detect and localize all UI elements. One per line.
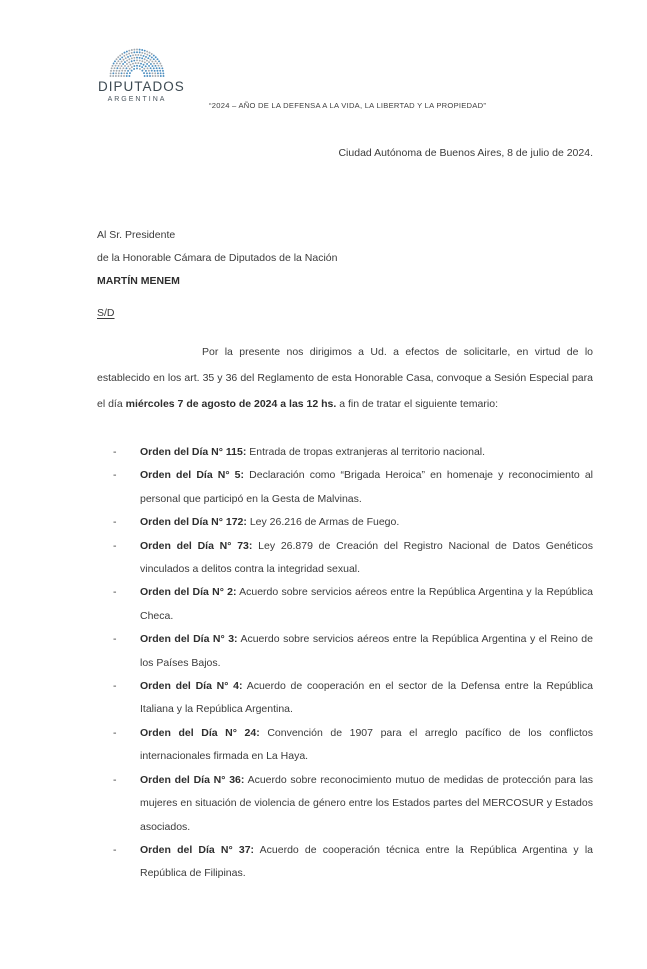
diputados-logo <box>98 47 185 103</box>
agenda-item-text: Declaración como “Brigada Heroica” en homenaje y reconocimiento al personal que participó en la Gesta de Malvinas. <box>140 469 594 505</box>
agenda-item <box>97 628 593 675</box>
agenda-item <box>97 769 593 839</box>
salutation: S/D <box>97 307 115 319</box>
bullet-dash: - <box>113 446 117 458</box>
agenda-item <box>97 722 593 769</box>
agenda-item-text: Acuerdo de cooperación técnica entre la República Argentina y la República de Filipinas. <box>140 843 593 880</box>
intro-paragraph <box>97 339 593 417</box>
agenda-item-text: Ley 26.879 de Creación del Registro Nacional de Datos Genéticos vinculados a delitos contra la integridad sexual. <box>140 539 593 576</box>
recipient-block <box>97 224 593 293</box>
intro-text-1: Por la presente nos dirigimos a Ud. a efectos de solicitarle, en virtud de lo establecido en los art. 35 y 36 del Reglamento de esta Honorable Casa, convoque a Sesión Especial para el día <box>97 346 593 410</box>
agenda-item-label: Orden del Día N° 3: <box>140 633 238 646</box>
agenda-item-text: Entrada de tropas extranjeras al territorio nacional. <box>249 446 486 458</box>
bullet-dash: - <box>113 843 117 856</box>
agenda-item-text: Acuerdo de cooperación en el sector de la Defensa entre la República Italiana y la República Argentina. <box>140 680 594 716</box>
logo-subtitle: ARGENTINA <box>107 95 167 103</box>
bullet-dash: - <box>113 726 117 739</box>
intro-session-date: miércoles 7 de agosto de 2024 a las 12 hs. <box>125 398 337 410</box>
bullet-dash: - <box>113 539 117 552</box>
bullet-dash: - <box>113 516 117 529</box>
bullet-dash: - <box>113 773 117 786</box>
dateline: Ciudad Autónoma de Buenos Aires, 8 de julio de 2024. <box>338 147 593 159</box>
bullet-dash: - <box>113 469 117 482</box>
recipient-line1: Al Sr. Presidente <box>97 229 176 241</box>
year-motto: “2024 – AÑO DE LA DEFENSA A LA VIDA, LA LIBERTAD Y LA PROPIEDAD” <box>209 101 487 110</box>
agenda-item-label: Orden del Día N° 73: <box>140 539 253 552</box>
agenda-item <box>97 675 593 722</box>
agenda-item-label: Orden del Día N° 5: <box>140 469 245 482</box>
agenda-item-text: Acuerdo sobre reconocimiento mutuo de medidas de protección para las mujeres en situación de violencia de género entre los Estados partes del MERCOSUR y Estados asociados. <box>140 773 593 833</box>
agenda-item <box>97 581 593 628</box>
agenda-item-label: Orden del Día N° 2: <box>140 586 237 599</box>
agenda-item-label: Orden del Día N° 36: <box>140 773 245 786</box>
agenda-item <box>97 464 593 511</box>
agenda-item-label: Orden del Día N° 24: <box>140 726 260 739</box>
agenda-item <box>97 839 593 886</box>
agenda-item-label: Orden del Día N° 4: <box>140 680 243 693</box>
bullet-dash: - <box>113 586 117 599</box>
bullet-dash: - <box>113 633 117 646</box>
agenda-item <box>97 511 593 534</box>
hemicycle-logo-icon <box>108 47 166 77</box>
agenda-item-text: Convención de 1907 para el arreglo pacífico de los conflictos internacionales firmada en La Haya. <box>140 726 593 763</box>
agenda-item-label: Orden del Día N° 115: <box>140 446 247 458</box>
agenda-item <box>97 441 593 464</box>
logo-title: DIPUTADOS <box>98 79 185 94</box>
agenda-item-text: Acuerdo sobre servicios aéreos entre la República Argentina y la República Checa. <box>140 586 594 622</box>
recipient-line2: de la Honorable Cámara de Diputados de la Nación <box>97 252 338 264</box>
agenda-item <box>97 535 593 582</box>
recipient-name: MARTÍN MENEM <box>97 275 180 287</box>
intro-text-2: a fin de tratar el siguiente temario: <box>336 398 498 410</box>
agenda-item-label: Orden del Día N° 172: <box>140 516 247 529</box>
agenda-item-text: Acuerdo sobre servicios aéreos entre la República Argentina y el Reino de los Países Bajos. <box>140 633 593 669</box>
bullet-dash: - <box>113 680 117 693</box>
agenda-list <box>97 441 593 886</box>
agenda-item-text: Ley 26.216 de Armas de Fuego. <box>249 516 400 529</box>
agenda-item-label: Orden del Día N° 37: <box>140 843 255 856</box>
